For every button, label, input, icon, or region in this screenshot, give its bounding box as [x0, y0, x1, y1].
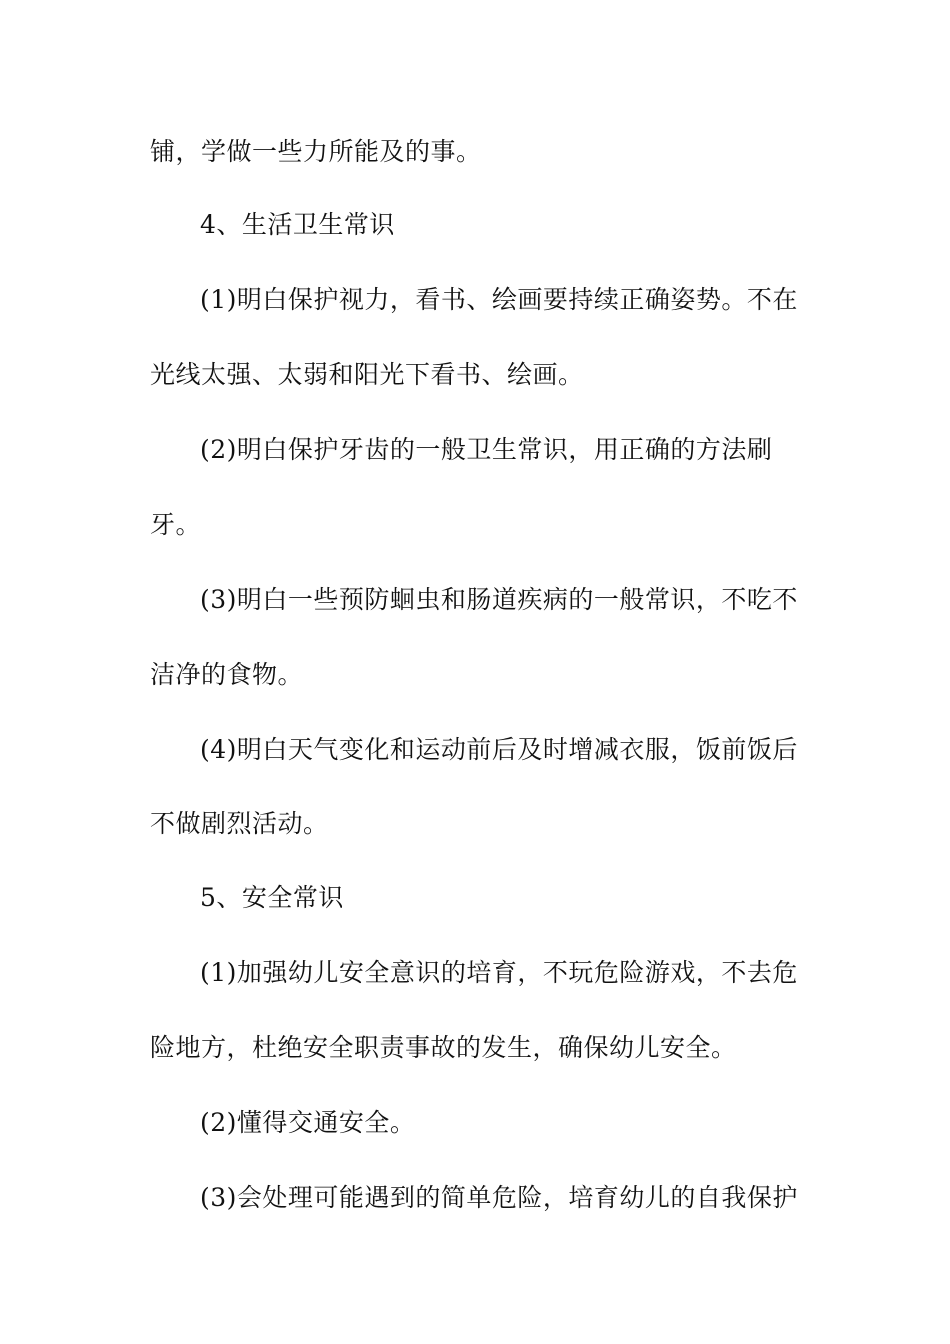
- list-item-text: 不做剧烈活动。: [150, 809, 329, 838]
- list-item-text: 光线太强、太弱和阳光下看书、绘画。: [150, 360, 584, 389]
- list-item-text: (1)明白保护视力，看书、绘画要持续正确姿势。不在: [200, 285, 798, 314]
- section-heading-hygiene: 4、生活卫生常识: [200, 210, 395, 239]
- list-item-text: (2)明白保护牙齿的一般卫生常识，用正确的方法刷: [200, 435, 773, 464]
- list-item-text: (1)加强幼儿安全意识的培育，不玩危险游戏，不去危: [200, 958, 798, 987]
- list-item-text: (2)懂得交通安全。: [200, 1108, 416, 1137]
- list-item-text: 险地方，杜绝安全职责事故的发生，确保幼儿安全。: [150, 1033, 737, 1062]
- section-heading-safety: 5、安全常识: [200, 883, 344, 912]
- list-item-text: 牙。: [150, 510, 202, 539]
- paragraph-continuation: 铺，学做一些力所能及的事。: [150, 137, 482, 166]
- list-item-text: (3)会处理可能遇到的简单危险，培育幼儿的自我保护: [200, 1183, 798, 1212]
- list-item-text: 洁净的食物。: [150, 660, 304, 689]
- list-item-text: (4)明白天气变化和运动前后及时增减衣服，饭前饭后: [200, 735, 798, 764]
- list-item-text: (3)明白一些预防蛔虫和肠道疾病的一般常识，不吃不: [200, 585, 798, 614]
